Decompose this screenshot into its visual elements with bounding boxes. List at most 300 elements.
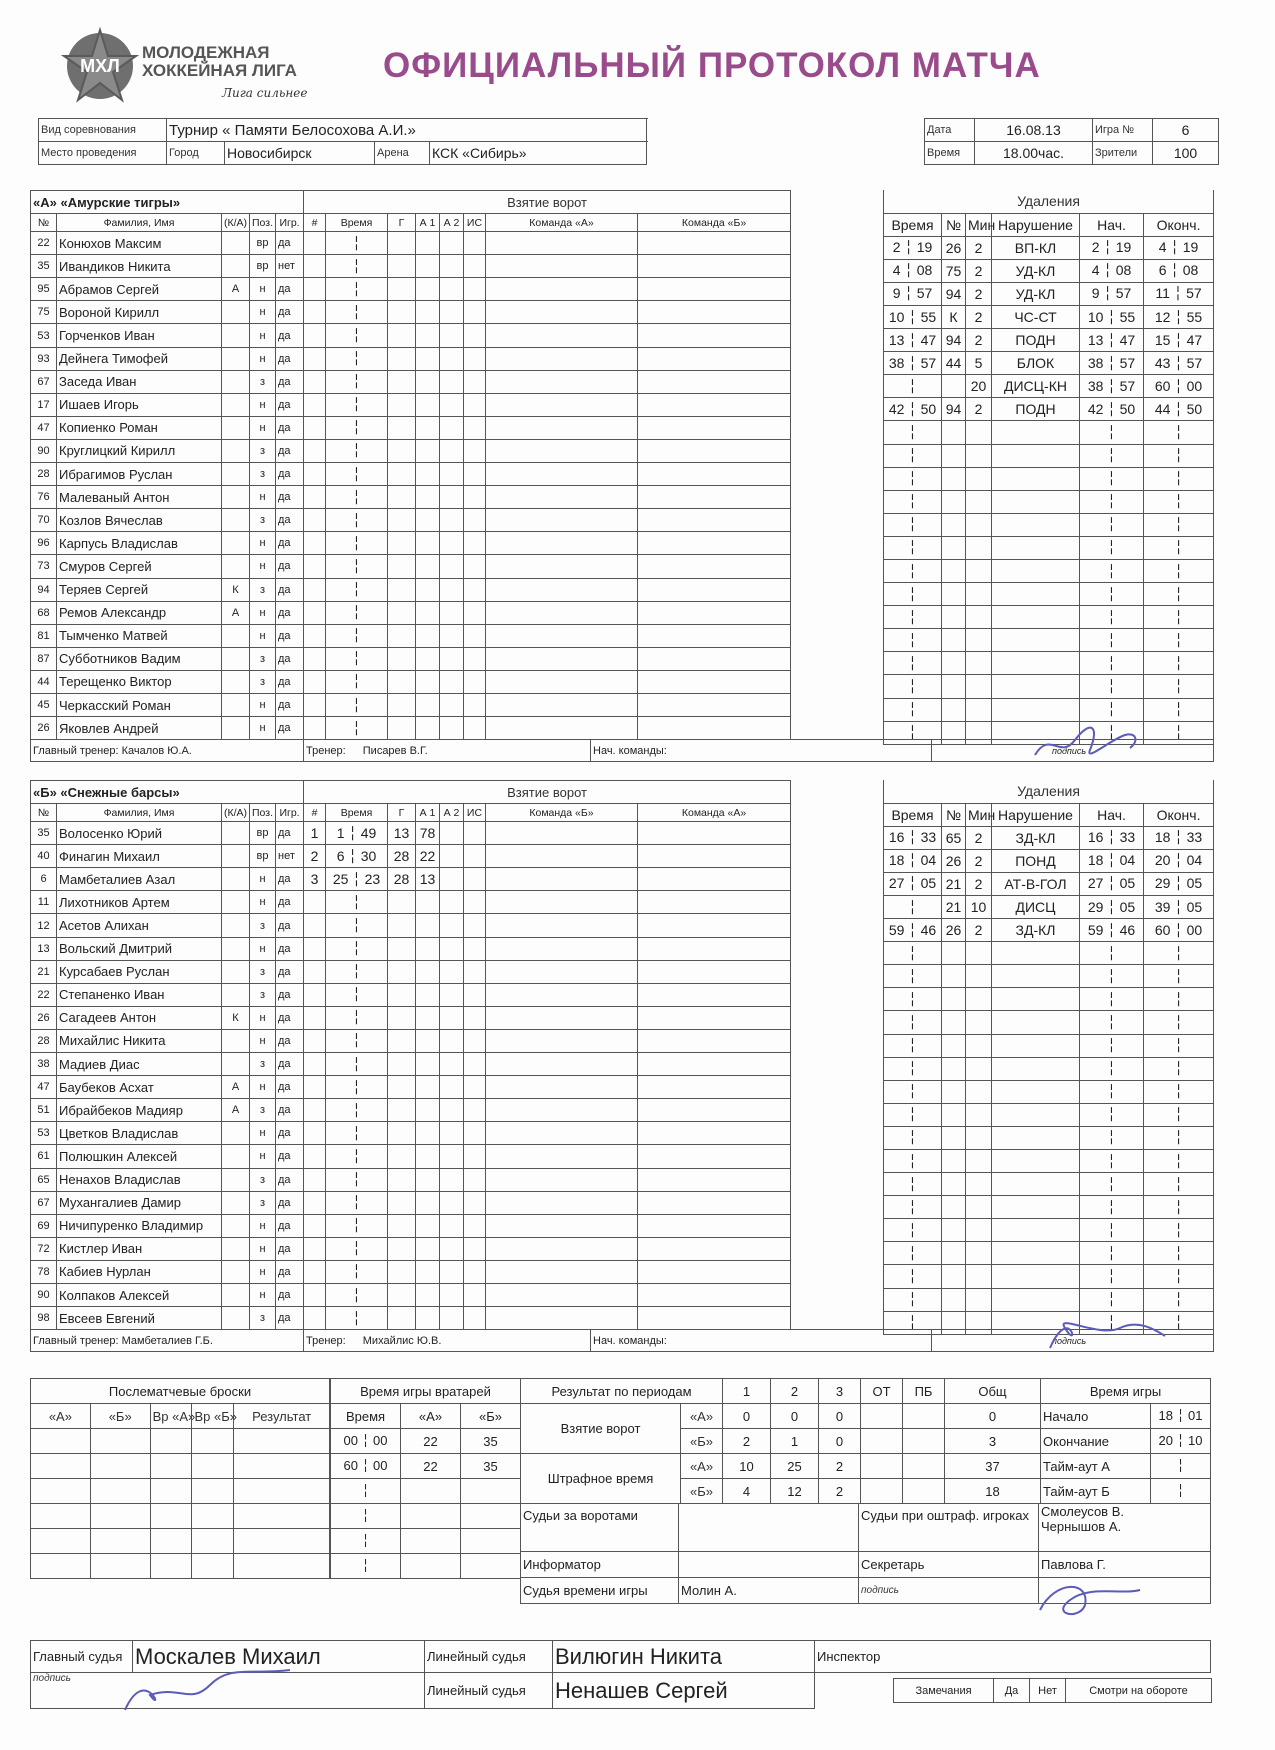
player-played: нет xyxy=(276,845,304,868)
row-team-b: «Б» xyxy=(681,1479,723,1504)
player-pos: н xyxy=(250,532,276,555)
goal-assist2 xyxy=(440,868,464,891)
col-no: № xyxy=(31,804,57,822)
penalty-row: ╎ ╎ ╎ xyxy=(884,583,1214,606)
player-name: Вороной Кирилл xyxy=(57,301,222,324)
player-name: Конюхов Максим xyxy=(57,232,222,255)
goal-row: ╎ xyxy=(304,1076,791,1099)
goalie-time-title: Время игры вратарей xyxy=(331,1379,521,1404)
pen-infraction: УД-КЛ xyxy=(992,282,1080,305)
goal-row: ╎ xyxy=(304,509,791,532)
goals-b-pb xyxy=(903,1429,945,1454)
player-role: А xyxy=(222,1076,250,1099)
player-pos: н xyxy=(250,601,276,624)
player-pos: н xyxy=(250,324,276,347)
penalty-row xyxy=(884,329,1214,352)
pim-label: Штрафное время xyxy=(521,1454,681,1504)
player-pos: з xyxy=(250,670,276,693)
goalie-row-a: 22 xyxy=(401,1429,461,1454)
player-played: да xyxy=(276,983,304,1006)
pen-time: 16 ╎ 33 xyxy=(884,826,942,849)
remarks-see-back: Смотри на обороте xyxy=(1066,1679,1212,1703)
col-pen-time: Время xyxy=(884,213,942,236)
remarks-no: Нет xyxy=(1030,1679,1066,1703)
city-label: Город xyxy=(167,142,225,165)
pen-player: 75 xyxy=(942,259,966,282)
player-role xyxy=(222,693,250,716)
place-label: Место проведения xyxy=(39,142,167,165)
period-ot-header: ОТ xyxy=(861,1379,903,1404)
player-pos: з xyxy=(250,370,276,393)
pen-start: 38 ╎ 57 xyxy=(1080,375,1144,398)
team-chief: Нач. команды: xyxy=(591,740,932,762)
line-ref1-label: Линейный судья xyxy=(425,1641,553,1673)
goal-row: ╎ xyxy=(304,370,791,393)
shootout-col-vrb: Вр «Б» xyxy=(192,1404,234,1429)
penalty-row: ╎ ╎ ╎ xyxy=(884,513,1214,536)
period-2-header: 2 xyxy=(771,1379,819,1404)
player-name: Ничипуренко Владимир xyxy=(57,1214,222,1237)
pen-infraction: ЗД-КЛ xyxy=(992,826,1080,849)
informer-label: Информатор xyxy=(521,1552,679,1578)
penalty-row: ╎ ╎ ╎ xyxy=(884,698,1214,721)
player-role xyxy=(222,1283,250,1306)
player-name: Тымченко Матвей xyxy=(57,624,222,647)
pen-end: 44 ╎ 50 xyxy=(1144,398,1214,421)
player-no: 44 xyxy=(31,670,57,693)
pen-infraction: ПОНД xyxy=(992,849,1080,872)
player-played: да xyxy=(276,532,304,555)
team_a-roster xyxy=(30,190,304,740)
player-row xyxy=(31,301,304,324)
timeout-a-label: Тайм-аут А xyxy=(1041,1454,1151,1479)
player-pos: н xyxy=(250,1145,276,1168)
goals-a-pb xyxy=(903,1404,945,1429)
goal-row: ╎ xyxy=(304,670,791,693)
player-no: 47 xyxy=(31,416,57,439)
player-played: да xyxy=(276,486,304,509)
player-name: Лихотников Артем xyxy=(57,891,222,914)
pen-end: 18 ╎ 33 xyxy=(1144,826,1214,849)
shootout-table xyxy=(30,1378,330,1579)
pen-minutes: 2 xyxy=(966,329,992,352)
penalty-row xyxy=(884,398,1214,421)
period-1-header: 1 xyxy=(723,1379,771,1404)
pim-a-p2: 25 xyxy=(771,1454,819,1479)
pen-player: 44 xyxy=(942,352,966,375)
penalty-row: ╎ ╎ ╎ xyxy=(884,1103,1214,1126)
pen-time: 27 ╎ 05 xyxy=(884,872,942,895)
row-team-a: «А» xyxy=(681,1454,723,1479)
player-row xyxy=(31,983,304,1006)
player-pos: н xyxy=(250,1214,276,1237)
goal-row: ╎ xyxy=(304,1006,791,1029)
player-row xyxy=(31,555,304,578)
goals-b-p1: 2 xyxy=(723,1429,771,1454)
player-role: А xyxy=(222,601,250,624)
player-pos: з xyxy=(250,509,276,532)
player-no: 53 xyxy=(31,1122,57,1145)
col-lineup-own: Команда «А» xyxy=(486,214,638,232)
penalty-row: ╎ ╎ ╎ xyxy=(884,1057,1214,1080)
player-name: Полюшкин Алексей xyxy=(57,1145,222,1168)
col-ka: (К/А) xyxy=(222,214,250,232)
goal-time: 1 ╎ 49 xyxy=(326,822,388,845)
pen-infraction: ВП-КЛ xyxy=(992,236,1080,259)
player-name: Ремов Александр xyxy=(57,601,222,624)
col-ka: (К/А) xyxy=(222,804,250,822)
league-slogan: Лига сильнее xyxy=(222,86,308,100)
player-no: 90 xyxy=(31,439,57,462)
pen-player: К xyxy=(942,305,966,328)
player-played: да xyxy=(276,601,304,624)
player-played: да xyxy=(276,555,304,578)
logo-text: МХЛ xyxy=(80,56,120,76)
player-pos: н xyxy=(250,624,276,647)
pim-b-total: 18 xyxy=(945,1479,1041,1504)
pen-end: 11 ╎ 57 xyxy=(1144,282,1214,305)
player-name: Вольский Дмитрий xyxy=(57,937,222,960)
player-role xyxy=(222,255,250,278)
player-pos: з xyxy=(250,647,276,670)
player-played: нет xyxy=(276,255,304,278)
col-pen-min: Мин xyxy=(966,803,992,826)
goals-a-total: 0 xyxy=(945,1404,1041,1429)
goal-row: ╎ xyxy=(304,1191,791,1214)
penalties-header: Удаления xyxy=(884,780,1214,803)
player-role xyxy=(222,301,250,324)
player-name: Терещенко Виктор xyxy=(57,670,222,693)
pim-a-pb xyxy=(903,1454,945,1479)
goal-row: ╎ xyxy=(304,324,791,347)
goal-situation xyxy=(464,822,486,845)
pen-start: 42 ╎ 50 xyxy=(1080,398,1144,421)
pen-time: 42 ╎ 50 xyxy=(884,398,942,421)
player-role xyxy=(222,486,250,509)
goalie-row-b: 35 xyxy=(461,1454,521,1479)
player-pos: н xyxy=(250,301,276,324)
goals-a-p1: 0 xyxy=(723,1404,771,1429)
period-3-header: 3 xyxy=(819,1379,861,1404)
penalty-row xyxy=(884,895,1214,918)
team_a-penalties xyxy=(883,190,1214,745)
team-chief: Нач. команды: xyxy=(591,1330,932,1352)
goal-row: ╎ xyxy=(304,1029,791,1052)
player-no: 12 xyxy=(31,914,57,937)
line-ref2-name: Ненашев Сергей xyxy=(553,1673,815,1709)
player-played: да xyxy=(276,1307,304,1330)
goal-row: ╎ xyxy=(304,439,791,462)
player-name: Копиенко Роман xyxy=(57,416,222,439)
col-pen-no: № xyxy=(942,213,966,236)
player-row xyxy=(31,670,304,693)
goal-row: ╎ xyxy=(304,1122,791,1145)
player-pos: вр xyxy=(250,232,276,255)
penalty-row: ╎ ╎ ╎ xyxy=(884,490,1214,513)
team_b-penalties xyxy=(883,780,1214,1335)
player-role xyxy=(222,1053,250,1076)
goal-row xyxy=(304,868,791,891)
player-row xyxy=(31,278,304,301)
player-role xyxy=(222,1191,250,1214)
pen-end: 29 ╎ 05 xyxy=(1144,872,1214,895)
player-name: Кистлер Иван xyxy=(57,1237,222,1260)
periods-title: Результат по периодам xyxy=(521,1379,723,1404)
head-coach: Главный тренер: Качалов Ю.А. xyxy=(31,740,304,762)
secretary-sign-label: подпись xyxy=(859,1578,1039,1604)
player-role xyxy=(222,868,250,891)
player-row xyxy=(31,1076,304,1099)
penalty-row xyxy=(884,826,1214,849)
player-pos: вр xyxy=(250,822,276,845)
col-pen-end: Оконч. xyxy=(1144,803,1214,826)
goal-row: ╎ xyxy=(304,416,791,439)
penalties-header: Удаления xyxy=(884,190,1214,213)
pen-start: 18 ╎ 04 xyxy=(1080,849,1144,872)
goal-assist1: 13 xyxy=(416,868,440,891)
penalty-row: ╎ ╎ ╎ xyxy=(884,988,1214,1011)
player-role xyxy=(222,822,250,845)
player-row xyxy=(31,1168,304,1191)
penalty-row xyxy=(884,282,1214,305)
penalty-row: ╎ ╎ ╎ xyxy=(884,1311,1214,1334)
player-row xyxy=(31,1307,304,1330)
pen-player: 21 xyxy=(942,872,966,895)
pen-time: 59 ╎ 46 xyxy=(884,919,942,942)
player-no: 81 xyxy=(31,624,57,647)
player-pos: з xyxy=(250,578,276,601)
player-no: 13 xyxy=(31,937,57,960)
col-play: Игр. xyxy=(276,804,304,822)
player-role xyxy=(222,324,250,347)
pen-minutes: 2 xyxy=(966,259,992,282)
pim-a-total: 37 xyxy=(945,1454,1041,1479)
goal-idx: 2 xyxy=(304,845,326,868)
player-name: Карпусь Владислав xyxy=(57,532,222,555)
player-no: 6 xyxy=(31,868,57,891)
col-goal-scorer: Г xyxy=(388,214,416,232)
penalty-row: ╎ ╎ ╎ xyxy=(884,560,1214,583)
player-role xyxy=(222,463,250,486)
player-row xyxy=(31,232,304,255)
penalty-judges-label: Судьи при оштраф. игроках xyxy=(859,1504,1039,1552)
player-no: 70 xyxy=(31,509,57,532)
player-played: да xyxy=(276,301,304,324)
player-played: да xyxy=(276,717,304,740)
player-role xyxy=(222,983,250,1006)
player-role: К xyxy=(222,1006,250,1029)
player-role xyxy=(222,532,250,555)
player-pos: з xyxy=(250,1099,276,1122)
player-row xyxy=(31,416,304,439)
pen-start: 27 ╎ 05 xyxy=(1080,872,1144,895)
place-table xyxy=(38,141,1219,165)
pen-player: 21 xyxy=(942,895,966,918)
col-pos: Поз. xyxy=(250,804,276,822)
player-name: Финагин Михаил xyxy=(57,845,222,868)
player-name: Сагадеев Антон xyxy=(57,1006,222,1029)
goal-row: ╎ xyxy=(304,1145,791,1168)
goal-row: ╎ xyxy=(304,960,791,983)
player-no: 17 xyxy=(31,393,57,416)
league-logo xyxy=(60,26,140,104)
player-no: 51 xyxy=(31,1099,57,1122)
player-name: Цветков Владислав xyxy=(57,1122,222,1145)
player-role: К xyxy=(222,578,250,601)
pen-infraction: ПОДН xyxy=(992,329,1080,352)
player-played: да xyxy=(276,1168,304,1191)
city-value: Новосибирск xyxy=(225,142,375,165)
shootout-title: Послематчевые броски xyxy=(31,1379,330,1404)
player-pos: з xyxy=(250,463,276,486)
player-no: 22 xyxy=(31,983,57,1006)
penalty-row xyxy=(884,872,1214,895)
spect-label: Зрители xyxy=(1093,142,1153,165)
game-label: Игра № xyxy=(1093,119,1153,142)
player-role xyxy=(222,509,250,532)
player-played: да xyxy=(276,914,304,937)
player-role xyxy=(222,1214,250,1237)
penalty-row: ╎ ╎ ╎ xyxy=(884,652,1214,675)
player-name: Ибрагимов Руслан xyxy=(57,463,222,486)
pen-infraction: ПОДН xyxy=(992,398,1080,421)
player-role xyxy=(222,1145,250,1168)
goalie-row-a: 22 xyxy=(401,1454,461,1479)
player-name: Волосенко Юрий xyxy=(57,822,222,845)
player-pos: з xyxy=(250,1168,276,1191)
penalty-row: ╎ ╎ ╎ xyxy=(884,965,1214,988)
col-name: Фамилия, Имя xyxy=(57,214,222,232)
team_a-goals xyxy=(303,190,791,740)
line-ref2-label: Линейный судья xyxy=(425,1673,553,1709)
goals-b-p3: 0 xyxy=(819,1429,861,1454)
goalie-b-col: «Б» xyxy=(461,1404,521,1429)
team_b-roster xyxy=(30,780,304,1330)
player-role xyxy=(222,937,250,960)
player-played: да xyxy=(276,1237,304,1260)
main-ref-sign-label: подпись xyxy=(31,1673,425,1709)
goals-a-p3: 0 xyxy=(819,1404,861,1429)
player-no: 11 xyxy=(31,891,57,914)
player-played: да xyxy=(276,891,304,914)
col-pen-min: Мин xyxy=(966,213,992,236)
secretary-name: Павлова Г. xyxy=(1039,1552,1211,1578)
shootout-col-a: «А» xyxy=(31,1404,91,1429)
goal-row: ╎ xyxy=(304,891,791,914)
player-pos: н xyxy=(250,937,276,960)
penalty-row: ╎ ╎ ╎ xyxy=(884,1080,1214,1103)
penalty-row: ╎ ╎ ╎ xyxy=(884,1011,1214,1034)
goals-b-p2: 1 xyxy=(771,1429,819,1454)
player-role xyxy=(222,393,250,416)
penalty-row: ╎ ╎ ╎ xyxy=(884,1265,1214,1288)
pen-minutes: 10 xyxy=(966,895,992,918)
goal-row: ╎ xyxy=(304,624,791,647)
penalty-row: ╎ ╎ ╎ xyxy=(884,942,1214,965)
goal-row: ╎ xyxy=(304,278,791,301)
player-no: 68 xyxy=(31,601,57,624)
col-assist2: А 2 xyxy=(440,804,464,822)
player-name: Абрамов Сергей xyxy=(57,278,222,301)
player-role xyxy=(222,670,250,693)
pen-time: 13 ╎ 47 xyxy=(884,329,942,352)
goal-assist1: 78 xyxy=(416,822,440,845)
goal-idx: 3 xyxy=(304,868,326,891)
player-name: Степаненко Иван xyxy=(57,983,222,1006)
row-team-b: «Б» xyxy=(681,1429,723,1454)
player-pos: н xyxy=(250,278,276,301)
pen-infraction: ЗД-КЛ xyxy=(992,919,1080,942)
col-assist1: А 1 xyxy=(416,804,440,822)
player-row xyxy=(31,601,304,624)
player-no: 67 xyxy=(31,370,57,393)
pen-end: 6 ╎ 08 xyxy=(1144,259,1214,282)
player-played: да xyxy=(276,1006,304,1029)
pen-infraction: ДИСЦ-КН xyxy=(992,375,1080,398)
page-title: ОФИЦИАЛЬНЫЙ ПРОТОКОЛ МАТЧА xyxy=(383,46,1041,85)
pen-start: 10 ╎ 55 xyxy=(1080,305,1144,328)
goals-label: Взятие ворот xyxy=(521,1404,681,1454)
player-played: да xyxy=(276,1099,304,1122)
pen-end: 20 ╎ 04 xyxy=(1144,849,1214,872)
player-no: 53 xyxy=(31,324,57,347)
time-label: Время xyxy=(925,142,975,165)
player-role xyxy=(222,555,250,578)
pim-b-pb xyxy=(903,1479,945,1504)
player-pos: н xyxy=(250,1283,276,1306)
period-total-header: Общ xyxy=(945,1379,1041,1404)
player-name: Колпаков Алексей xyxy=(57,1283,222,1306)
pen-minutes: 2 xyxy=(966,305,992,328)
end-label: Окончание xyxy=(1041,1429,1151,1454)
player-pos: н xyxy=(250,555,276,578)
player-played: да xyxy=(276,324,304,347)
player-row xyxy=(31,1283,304,1306)
pen-start: 2 ╎ 19 xyxy=(1080,236,1144,259)
pen-time: ╎ xyxy=(884,375,942,398)
penalty-row: ╎ ╎ ╎ xyxy=(884,467,1214,490)
player-no: 75 xyxy=(31,301,57,324)
player-role xyxy=(222,370,250,393)
goal-scorer: 28 xyxy=(388,845,416,868)
player-no: 21 xyxy=(31,960,57,983)
player-role xyxy=(222,624,250,647)
goalie-row-time: 60 ╎ 00 xyxy=(331,1454,401,1479)
penalty-row xyxy=(884,236,1214,259)
col-situation: ИС xyxy=(464,214,486,232)
shootout-col-b: «Б» xyxy=(90,1404,150,1429)
coach: Тренер: Писарев В.Г. xyxy=(304,740,591,762)
pen-end: 43 ╎ 57 xyxy=(1144,352,1214,375)
player-pos: н xyxy=(250,1029,276,1052)
player-played: да xyxy=(276,822,304,845)
remarks-yes: Да xyxy=(994,1679,1030,1703)
secretary-label: Секретарь xyxy=(859,1552,1039,1578)
goal-row: ╎ xyxy=(304,647,791,670)
timekeeper-name: Молин А. xyxy=(679,1578,859,1604)
goals-b-ot xyxy=(861,1429,903,1454)
pen-end: 39 ╎ 05 xyxy=(1144,895,1214,918)
player-no: 76 xyxy=(31,486,57,509)
col-goal-time: Время xyxy=(326,214,388,232)
player-pos: н xyxy=(250,693,276,716)
player-pos: з xyxy=(250,960,276,983)
pen-infraction: ЧС-СТ xyxy=(992,305,1080,328)
player-row xyxy=(31,624,304,647)
player-no: 40 xyxy=(31,845,57,868)
goal-assist2 xyxy=(440,822,464,845)
player-no: 93 xyxy=(31,347,57,370)
